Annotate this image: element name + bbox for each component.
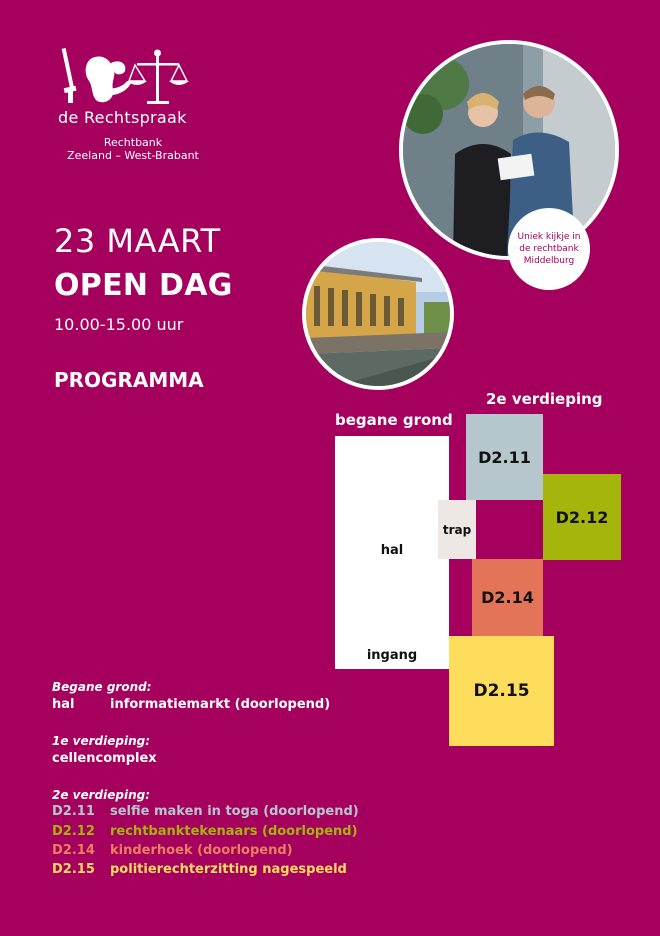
item-activity: politierechterzitting nagespeeld xyxy=(110,862,347,877)
second-floor-heading: 2e verdieping: xyxy=(52,788,151,802)
list-item xyxy=(52,843,293,858)
tagline-badge xyxy=(508,208,590,290)
event-time: 10.00-15.00 uur xyxy=(54,315,184,334)
list-item xyxy=(52,804,359,819)
list-item xyxy=(52,862,347,877)
photo-visitors xyxy=(399,40,619,260)
entrance-label: ingang xyxy=(366,648,418,663)
item-activity: selfie maken in toga (doorlopend) xyxy=(110,804,359,819)
item-code: D2.12 xyxy=(52,824,95,839)
program-heading: PROGRAMMA xyxy=(54,368,204,392)
brand-name: de Rechtspraak xyxy=(58,108,187,127)
badge-line-1: Uniek kijkje in xyxy=(517,232,581,242)
item-code: D2.14 xyxy=(52,843,95,858)
photo-courthouse-illustration xyxy=(306,242,450,386)
photo-visitors-illustration xyxy=(403,44,615,256)
floor-label-ground: begane grond xyxy=(335,411,453,429)
first-floor-activity: cellencomplex xyxy=(52,751,157,766)
event-title: OPEN DAG xyxy=(54,268,233,303)
ground-floor-heading: Begane grond: xyxy=(52,680,152,694)
room-d2-14: D2.14 xyxy=(472,559,543,636)
item-activity: kinderhoek (doorlopend) xyxy=(110,843,293,858)
room-d2-12: D2.12 xyxy=(543,474,621,560)
room-stairs: trap xyxy=(438,500,476,559)
item-code: D2.11 xyxy=(52,804,95,819)
item-code: D2.15 xyxy=(52,862,95,877)
badge-line-2: de rechtbank xyxy=(519,244,579,254)
court-line-2: Zeeland – West-Brabant xyxy=(67,149,199,162)
court-name xyxy=(58,136,208,162)
ground-floor-item xyxy=(52,697,330,712)
item-activity: rechtbanktekenaars (doorlopend) xyxy=(110,824,358,839)
badge-line-3: Middelburg xyxy=(523,256,575,266)
ground-floor-code: hal xyxy=(52,697,75,712)
floor-label-second: 2e verdieping xyxy=(486,390,603,408)
photo-courthouse xyxy=(302,238,454,390)
room-d2-11: D2.11 xyxy=(466,414,543,500)
room-hal-label: hal xyxy=(380,543,404,558)
first-floor-heading: 1e verdieping: xyxy=(52,734,151,748)
event-date: 23 MAART xyxy=(54,222,221,260)
list-item xyxy=(52,824,358,839)
rechtspraak-logo xyxy=(55,45,205,115)
room-d2-15: D2.15 xyxy=(449,636,554,746)
court-line-1: Rechtbank xyxy=(103,136,163,149)
ground-floor-activity: informatiemarkt (doorlopend) xyxy=(110,697,331,712)
